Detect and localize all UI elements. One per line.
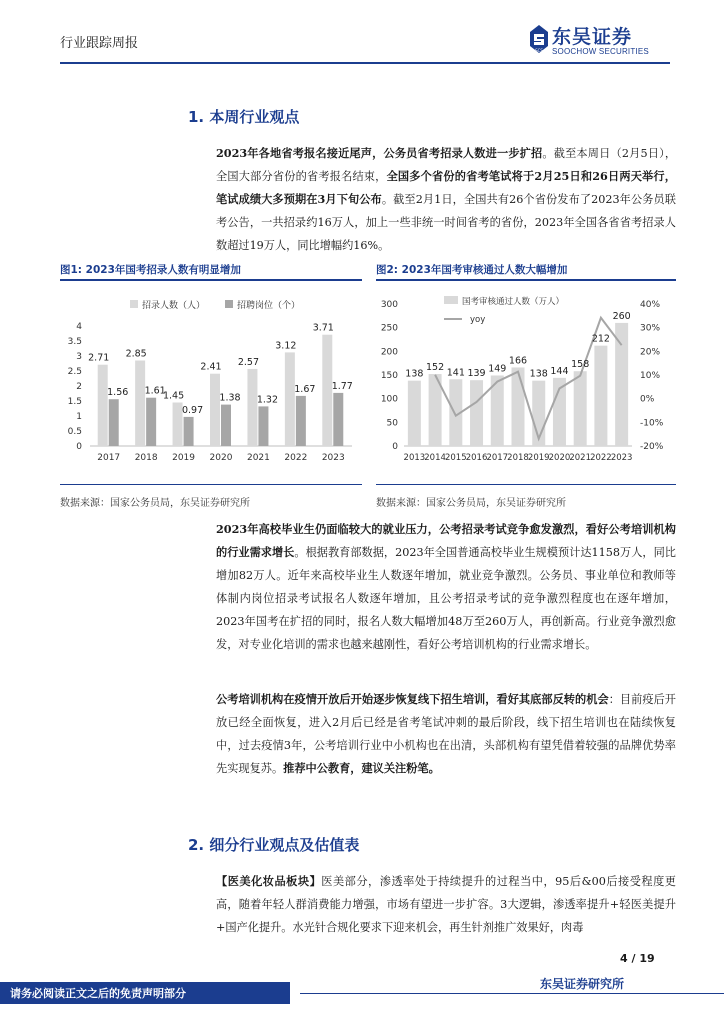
data-label: 1.32 — [256, 394, 279, 406]
data-label: 3.71 — [312, 322, 334, 334]
x-tick-label: 2020 — [548, 453, 571, 463]
x-tick-label: 2022 — [284, 453, 308, 463]
bar — [594, 346, 607, 446]
data-label: 1.77 — [331, 380, 353, 392]
data-label: 141 — [446, 367, 465, 379]
section1-paragraph-3 — [216, 688, 676, 780]
figure2-source: 数据来源：国家公务员局，东吴证券研究所 — [376, 498, 566, 509]
figure1-rule — [60, 279, 362, 281]
y-tick-label: 0 — [392, 442, 398, 452]
y2-tick-label: 30% — [640, 323, 661, 334]
x-tick-label: 2017 — [486, 453, 509, 463]
y-tick-label: 3 — [76, 352, 82, 362]
bar — [512, 367, 525, 446]
text-run: 推荐中公教育，建议关注粉笔。 — [283, 761, 440, 775]
logo-text-cn: 东吴证券 — [552, 26, 633, 48]
x-tick-label: 2014 — [424, 453, 446, 463]
disclaimer-text: 请务必阅读正文之后的免责声明部分 — [10, 987, 186, 1000]
legend-label: 招聘岗位（个） — [237, 301, 301, 311]
section2-title: 2. 细分行业观点及估值表 — [188, 836, 360, 854]
bar — [470, 380, 483, 446]
y2-tick-label: -20% — [640, 442, 664, 452]
text-run: 全国多个省份的省考笔试将于2月25日和26日两天举行，笔试成绩大多预期在3月下旬公布 — [216, 169, 676, 206]
data-label: 2.85 — [125, 348, 147, 360]
figure2-rule — [376, 279, 676, 281]
bar — [615, 323, 628, 446]
data-label: 1.56 — [107, 387, 129, 399]
legend-label: 国考审核通过人数（万人） — [462, 297, 565, 307]
text-run: 。截至2月1日，全国共有26个省份发布了2023年公务员联考公告，一共招录约16万人，加上一些非统一时间省考的省份，2023年全国各省省考招录人数超过19万人，同比增幅约16%。 — [216, 193, 676, 252]
legend-swatch — [444, 296, 458, 304]
x-tick-label: 2020 — [209, 453, 233, 463]
section1-paragraph-1 — [216, 142, 676, 257]
data-label: 1.67 — [294, 383, 316, 395]
data-label: 2.71 — [88, 352, 110, 364]
y-tick-label: 4 — [76, 322, 82, 332]
y-tick-label: 250 — [380, 323, 398, 334]
legend-label: yoy — [470, 315, 486, 325]
legend-label: 招录人数（人） — [142, 301, 206, 311]
x-tick-label: 2021 — [569, 453, 592, 463]
logo-text-en: SOOCHOW SECURITIES — [552, 47, 649, 56]
y-tick-label: 100 — [380, 394, 398, 405]
y-tick-label: 3.5 — [67, 337, 82, 347]
logo-emblem-icon — [528, 24, 550, 54]
figure1-bottom-rule — [60, 484, 362, 485]
text-run: 。截至本周日（2月5日），全国大部分省份的省考报名结束， — [216, 147, 677, 183]
x-tick-label: 2016 — [465, 453, 488, 463]
data-label: 2.57 — [237, 356, 260, 368]
bar — [574, 371, 587, 446]
bar — [333, 393, 343, 446]
data-label: 139 — [467, 368, 486, 380]
logo-badge-text: SCS — [535, 48, 543, 53]
bar — [258, 406, 268, 446]
data-label: 1.61 — [144, 385, 166, 397]
text-run: 2023年各地省考报名接近尾声，公务员省考招录人数进一步扩招 — [216, 146, 543, 160]
x-tick-label: 2018 — [134, 453, 158, 463]
x-tick-label: 2022 — [590, 453, 612, 463]
disclaimer-banner — [0, 982, 290, 1004]
y-tick-label: 150 — [380, 371, 398, 381]
x-tick-label: 2023 — [321, 453, 345, 463]
text-run: ：目前疫后开放已经全面恢复，进入2月后已经是省考笔试冲刺的最后阶段，线下招生培训也在陆续恢复中，过去疫情3年，公考培训行业中小机构也在出清，头部机构有望凭借着较强的品牌优势率先实现复苏。 — [216, 693, 676, 775]
data-label: 0.97 — [181, 404, 204, 416]
y2-tick-label: 40% — [640, 300, 661, 310]
x-tick-label: 2021 — [246, 453, 270, 463]
company-logo — [528, 22, 678, 60]
figure1-chart — [60, 288, 362, 468]
x-tick-label: 2017 — [97, 453, 121, 463]
y-tick-label: 1 — [76, 412, 82, 422]
y-tick-label: 300 — [380, 300, 398, 310]
y-tick-label: 2 — [76, 382, 82, 392]
figure2-bottom-rule — [376, 484, 676, 485]
bar — [247, 369, 257, 446]
y2-tick-label: 10% — [640, 371, 661, 381]
x-tick-label: 2018 — [507, 453, 529, 463]
data-label: 1.38 — [219, 392, 241, 404]
bar — [408, 381, 421, 446]
institute-name: 东吴证券研究所 — [540, 977, 625, 991]
bar — [146, 398, 156, 446]
data-label: 3.12 — [275, 340, 297, 352]
bar — [184, 417, 194, 446]
figure2-chart — [370, 288, 680, 468]
y-tick-label: 0 — [76, 442, 82, 452]
y-tick-label: 0.5 — [67, 427, 82, 437]
text-run: 2023年高校毕业生仍面临较大的就业压力，公考招录考试竞争愈发激烈，看好公考培训机构的行业需求增长 — [216, 522, 676, 559]
y2-tick-label: -10% — [640, 418, 664, 429]
section1-paragraph-2 — [216, 518, 676, 656]
y-tick-label: 2.5 — [67, 367, 82, 377]
y-tick-label: 200 — [380, 347, 398, 358]
text-run: 公考培训机构在疫情开放后开始逐步恢复线下招生培训，看好其底部反转的机会 — [216, 692, 609, 706]
bar — [109, 399, 119, 446]
data-label: 138 — [529, 368, 548, 380]
data-label: 144 — [550, 365, 569, 377]
bar — [221, 405, 231, 446]
x-tick-label: 2013 — [403, 453, 426, 463]
text-run: 医美部分，渗透率处于持续提升的过程当中，95后&00后接受程度更高，随着年轻人群消费能力增强，市场有望进一步扩容。3大逻辑，渗透率提升+轻医美提升+国产化提升。水光针合规化要求下迎来机会，再生针剂推广效果好，肉毒 — [216, 875, 676, 934]
y2-tick-label: 20% — [640, 347, 661, 358]
legend-swatch — [225, 300, 233, 308]
data-label: 138 — [405, 368, 424, 380]
data-label: 260 — [612, 310, 631, 322]
data-label: 166 — [508, 355, 528, 367]
figure1-source: 数据来源：国家公务员局，东吴证券研究所 — [60, 498, 250, 509]
header-divider — [60, 62, 670, 64]
data-label: 1.45 — [162, 390, 185, 402]
page-number: 4 / 19 — [620, 952, 655, 965]
y2-tick-label: 0% — [640, 394, 655, 405]
bar — [210, 374, 220, 446]
text-run: 。根据教育部数据，2023年全国普通高校毕业生规模预计达1158万人，同比增加82万人。近年来高校毕业生人数逐年增加，就业竞争激烈。公务员、事业单位和教师等体制内岗位招录考试报名人数逐年增加，且公考招录考试的竞争激烈程度也在逐年增加，2023年国考在扩招的同时，报名人数大幅增加48万至260万人，再创新高。行业竞争激烈愈发，对专业化培训的需求也越来越刚性，看好公考培训机构的行业需求增长。 — [216, 546, 676, 651]
bar — [98, 365, 108, 446]
data-label: 2.41 — [200, 361, 222, 373]
y-tick-label: 1.5 — [67, 397, 82, 407]
figure2-title: 图2: 2023年国考审核通过人数大幅增加 — [376, 264, 568, 276]
footer-divider — [300, 993, 724, 994]
x-tick-label: 2015 — [444, 453, 467, 463]
bar — [296, 396, 306, 446]
x-tick-label: 2019 — [527, 453, 550, 463]
y-tick-label: 50 — [386, 418, 398, 429]
data-label: 158 — [571, 359, 590, 371]
data-label: 212 — [591, 333, 610, 345]
x-tick-label: 2019 — [172, 453, 196, 463]
data-label: 149 — [488, 363, 507, 375]
figure1-title: 图1: 2023年国考招录人数有明显增加 — [60, 264, 241, 276]
bar — [285, 352, 295, 446]
bar — [135, 361, 145, 447]
report-category: 行业跟踪周报 — [60, 36, 139, 51]
x-tick-label: 2023 — [610, 453, 633, 463]
section1-title: 1. 本周行业观点 — [188, 108, 300, 126]
section2-paragraph-1 — [216, 870, 676, 939]
legend-swatch — [130, 300, 138, 308]
text-run: 【医美化妆品板块】 — [216, 874, 322, 888]
data-label: 152 — [426, 362, 445, 374]
